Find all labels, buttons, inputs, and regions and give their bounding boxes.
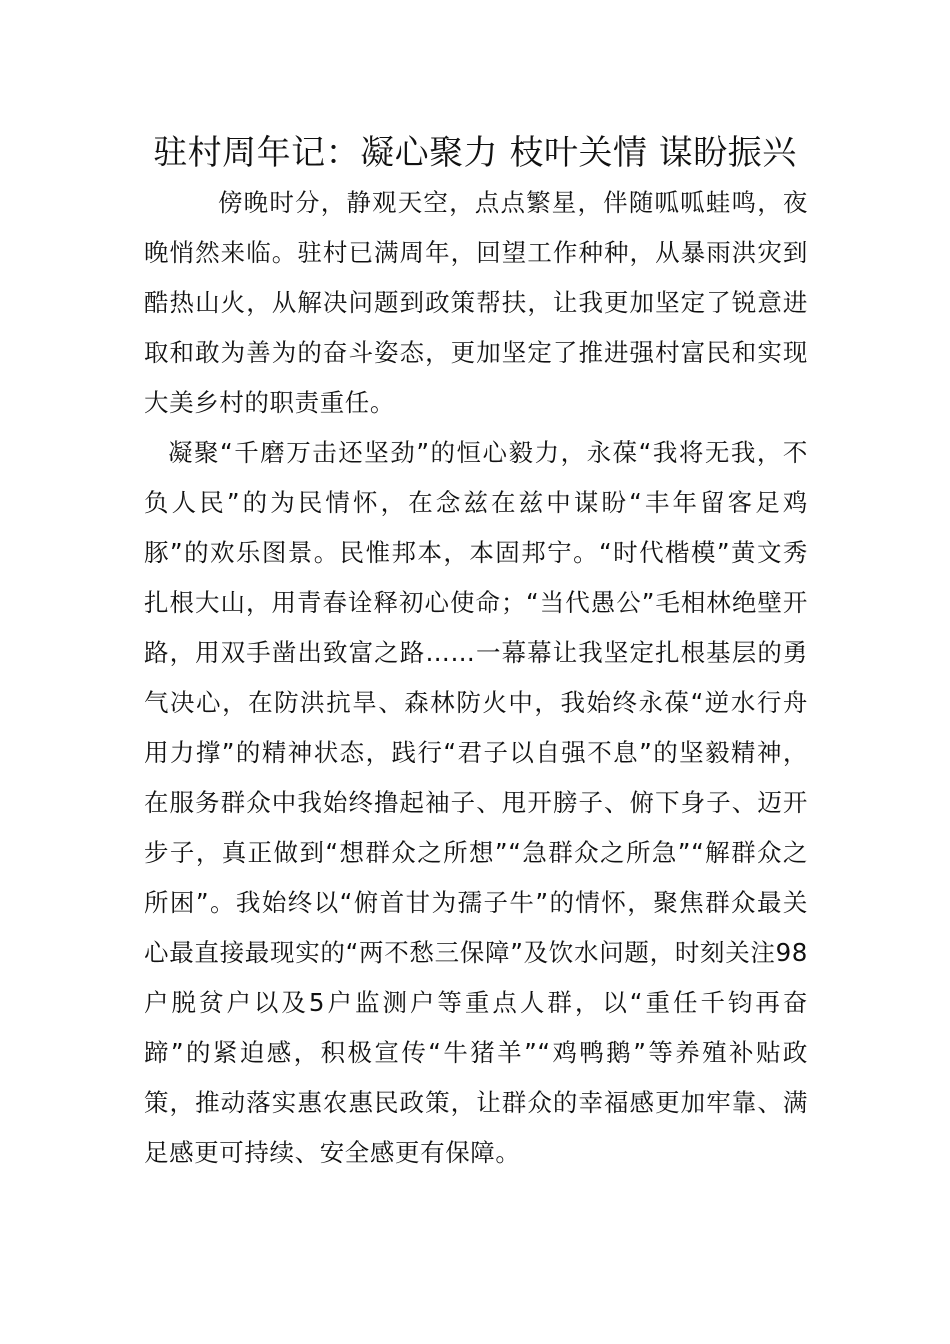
document-title: 驻村周年记：凝心聚力 枝叶关情 谋盼振兴 xyxy=(153,133,797,173)
paragraph-2: 凝聚“千磨万击还坚劲”的恒心毅力，永葆“我将无我，不负人民”的为民情怀，在念兹在兹中谋盼“丰年留客足鸡豚”的欢乐图景。民惟邦本，本固邦宁。“时代楷模”黄文秀扎根大山，用青春诠释初心使命；“当代愚公”毛相林绝壁开路，用双手凿出致富之路……一幕幕让我坚定扎根基层的勇气决心，在防洪抗旱、森林防火中，我始终永葆“逆水行舟用力撑”的精神状态，践行“君子以自强不息”的坚毅精神，在服务群众中我始终撸起袖子、甩开膀子、俯下身子、迈开步子，真正做到“想群众之所想”“急群众之所急”“解群众之所困”。我始终以“俯首甘为孺子牛”的情怀，聚焦群众最关心最直接最现实的“两不愁三保障”及饮水问题，时刻关注98户脱贫户以及5户监测户等重点人群，以“重任千钧再奋蹄”的紧迫感，积极宣传“牛猪羊”“鸡鸭鹅”等养殖补贴政策，推动落实惠农惠民政策，让群众的幸福感更加牢靠、满足感更可持续、安全感更有保障。 xyxy=(144,438,808,1167)
paragraph-1: 傍晚时分，静观天空，点点繁星，伴随呱呱蛙鸣，夜晚悄然来临。驻村已满周年，回望工作种种，从暴雨洪灾到酷热山火，从解决问题到政策帮扶，让我更加坚定了锐意进取和敢为善为的奋斗姿态，更加坚定了推进强村富民和实现大美乡村的职责重任。 xyxy=(144,188,808,417)
